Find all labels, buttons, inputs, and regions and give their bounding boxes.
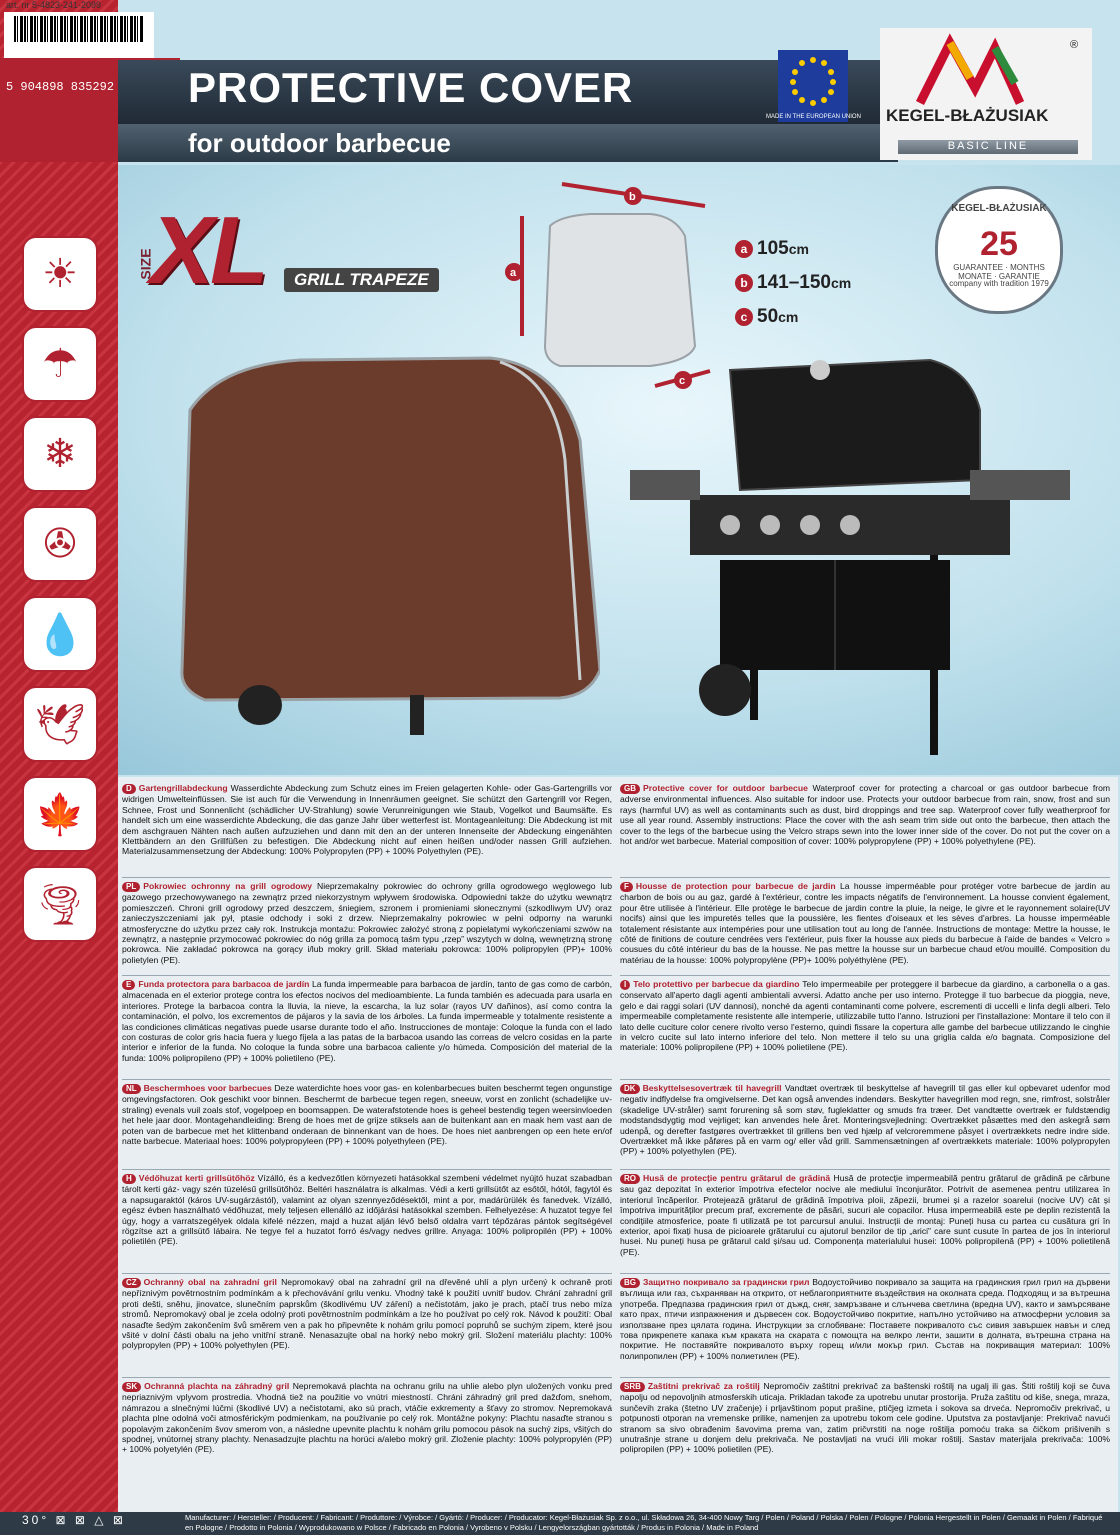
text-title: Husă de protecție pentru grătarul de grădină	[643, 1173, 831, 1183]
text-body: Nieprzemakalny pokrowiec do ochrony grilla ogrodowego węglowego lub gazowego przechowywanego na zewnątrz przed niekorzystnym wpływem środowiska. Odpowiedni także do użytku wewnątrz pomieszczeń. Chroni grill ogrodowy przed deszczem, śniegiem, szronem i promieniami słonecznymi (szkodliwym UV) oraz zanieczyszczeniami jak pył, ptasie odchody i soki z drzew. Nieprzemakalny pokrowiec w pełni odporny na warunki atmosferyczne do użytku przez cały rok. Instrukcja montażu: Pokrowiec założyć stroną z popielatymi wykończeniami szwów na zewnątrz, a następnie przymocować pokrowiec do nóg grilla za pomocą taśm typu „rzep” wszytych w dolną, wewnętrzną stronę pokrowca. Nie zakładać pokrowca na gorący i/lub mokry grill. Skład materiału pokrowca: 100% polipropylen (PP)+ 100% polietylen (PE).	[122, 881, 612, 965]
text-title: Funda protectora para barbacoa de jardín	[138, 979, 310, 989]
svg-text:a: a	[510, 267, 517, 279]
guarantee-brand: KEGEL-BŁAŻUSIAK	[951, 203, 1047, 214]
snowflake-icon: ❄	[22, 416, 98, 492]
text-title: Ochranná plachta na záhradný gril	[144, 1381, 290, 1391]
dimension-unit: cm	[830, 275, 852, 291]
text-body: Telo impermeabile per proteggere il barbecue da giardino, a carbonella o a gas. conservato all'aperto dagli agenti ambientali avversi. Adatto anche per uso interno. Protegge il tuo barbecue da pioggia, neve, gelo e dai raggi solari (UV dannosi), nonché da agenti contaminanti come polvere, escrementi di uccelli e linfa degli alberi. Telo impermeabile completamente resistente alle intemperie, utilizzabile tutto l'anno. Istruzioni per l'installazione: Montare il telo con il lato delle cuciture color cenere rivolto verso l'esterno, quindi fissare la copertura alle gambe del barbecue utilizzando le cinghie in velcro cucite sul lato interno inferiore del telo. Non mettere il telo su una griglia calda e/o bagnata. Composizione del materiale: 100% polipropilene (PP) + 100% polietilene (PE).	[620, 979, 1110, 1053]
rain-umbrella-icon: ☂	[22, 326, 98, 402]
lang-badge: F	[620, 882, 633, 892]
lang-badge: RO	[620, 1174, 640, 1184]
text-title: Beschermhoes voor barbecues	[143, 1083, 272, 1093]
text-body: Vandtæt overtræk til beskyttelse af havegrill til gas eller kul opbevaret udenfor mod negativ indflydelse fra omgivelserne. Det kan også anvendes indendørs. Beskytter havegrillen mod regn, sne, rimfrost, solstråler (skadelige UV-stråler) samt forurening så som støv, fugleklatter og smuds fra træer. Det vandtætte overtræk er fuldstændig modstandsdygtig mod vejrliget; kan anvendes hele året. Monteringsvejledning: Overtrækket påsættes med den askegrå søm udenpå, og derefter fastgøres overtrækket til grillens ben ved hjælp af velcroremmene påsyet i overtrækkets nedre indre side. Overtrækket må ikke påføres på en varm og/ eller våd grill. Sammensætningen af overtrækkets materiale: 100% polypropylen (PP) + 100% polyethylen (PE).	[620, 1083, 1110, 1157]
text-body: Wasserdichte Abdeckung zum Schutz eines im Freien gelagerten Kohle- oder Gas-Gartengrills vor widrigen Umwelteinflüssen. Sie ist auch für die Verwendung in Innenräumen geeignet. Sie schützt den Gartengrill vor Regen, Schnee, Frost und Sonnenlicht (schädlicher UV-Strahlung) sowie Verunreinigungen wie Staub, Vogelkot und Baumsäfte. Es handelt sich um eine wasserdichte Abdeckung, die das ganze Jahr über wetterfest ist. Montageanleitung: Die Abdeckung ist mit dem aschgrauen Nähten nach außen aufzuziehen und dann mit den an der unteren Innenseite der Abdeckung eingenähten Klettbändern an den Grillfüßen zu befestigen. Die Abdeckung nicht auf einen heißen und/oder nassen Grill aufziehen. Materialzusammensetzung der Abdeckung: 100% Polypropylen (PP) + 100% Polyethylen (PE).	[122, 783, 612, 857]
text-title: Gartengrillabdeckung	[138, 783, 228, 793]
dimension-c	[735, 300, 851, 334]
text-block-ro	[620, 1173, 1110, 1274]
text-title: Pokrowiec ochronny na grill ogrodowy	[143, 881, 313, 891]
model-label: GRILL TRAPEZE	[284, 268, 439, 292]
text-title: Védőhuzat kerti grillsütőhöz	[138, 1173, 255, 1183]
lang-badge: NL	[122, 1084, 141, 1094]
svg-text:®: ®	[1070, 39, 1079, 51]
tornado-icon: 🌪	[22, 866, 98, 942]
svg-text:b: b	[629, 191, 636, 203]
text-block-es	[122, 979, 612, 1080]
text-body: Водоустойчиво покривало за защита на градинския грил грил на дървени въглища или газ, съхраняван на открито, от неблагоприятните въздействия на околната среда. Подходящ и за вътрешна употреба. Предпазва градинския грил от дъжд, сняг, замръзване и слънчева светлина (вредна UV), както и замърсяване като прах, птичи изпражнения и дървесен сок. Водоустойчиво покритие, напълно устойчиво на атмосферни условия за използване през цялата година. Инструкции за сглобяване: Поставете покривалото със сивия завършек навън и след това прикрепете капака към краката на скарата с помощта на велкро ленти, зашити в долната, вътрешна страна на покритие. Не поставяйте покривалото върху горещ и/или мокър грил. Състав на покриващия материал: 100% полипропилен (PP) + 100% полиетилен (PE).	[620, 1277, 1111, 1361]
dimension-key: a	[735, 240, 753, 258]
eu-flag-icon	[778, 50, 848, 122]
text-title: Protective cover for outdoor barbecue	[643, 783, 808, 793]
dimension-key: b	[735, 274, 753, 292]
dimension-value: 50	[757, 306, 779, 327]
lang-badge: BG	[620, 1278, 640, 1288]
text-title: Защитно покривало за градински грил	[643, 1277, 810, 1287]
text-body: Nepremokavá plachta na ochranu grilu na uhlie alebo plyn uložených vonku pred nepriaznivým vplyvom prostredia. Vhodná tiež na použitie vo vnútri miestností. Chráni záhradný gril pred dažďom, snehom, námrazou a slnečnými lúčmi (škodlivé UV) a nečistotami, ako sú prach, vtáčie exkrementy a šťavy zo stromov. Nepremokavá plachta plne odolná voči atmosférickým podmienkam, na používanie po celý rok. Montážne pokyny: Plachtu nasaďte stranou s popolavým zakončením švov smerom von, a následne upevnite plachtu k nohám grilu pomocou pások na suchý zips, všitých do spodnej, vnútornej strany plachty. Nenasadzujte plachtu na horúci a/alebo mokrý gril. Zloženie plachty: 100% polypropylén (PP) + 100% polyetylén (PE).	[122, 1381, 612, 1455]
header	[0, 0, 1120, 162]
gas-grill-image	[630, 330, 1080, 760]
guarantee-months: 25	[980, 225, 1018, 263]
text-title: Housse de protection pour barbecue de jardin	[635, 881, 836, 891]
text-block-cz	[122, 1277, 612, 1378]
bird-icon: 🕊	[22, 686, 98, 762]
barcode-bars	[14, 16, 144, 42]
feature-icons	[14, 236, 104, 956]
text-block-dk	[620, 1083, 1110, 1170]
guarantee-months-label: MONTHS MONATE	[958, 263, 1045, 281]
lang-badge: D	[122, 784, 136, 794]
guarantee-label: GUARANTEE · MONTHS MONATE · GARANTIE	[953, 263, 1045, 281]
water-drop-icon: 💧	[22, 596, 98, 672]
size-label: XL	[150, 197, 265, 304]
text-body: Husă de protecție impermeabilă pentru grătarul de grădină pe cărbune sau gaz depozitat în exterior împotriva efectelor nocive ale mediului înconjurător. Potrivit de asemenea pentru utilizarea în interiorul încăperilor. Protejează grătarul de grădină împotriva ploii, zăpezii, brumei și a razelor soarelui (nocive UV) cât și împotriva impurităților precum praf, excremente de păsări, sucuri ale copacilor. Husa impermeabilă este pe deplin rezistentă la condițiile atmosferice, poate fi utilizată pe tot parcursul anului. Instrucții de montaj: Puneți husa cu partea cu cusătura gri în exterior, apoi fixați husa de picioarele grătarului cu ajutorul benzilor de tip „arici” care sunt cusute în partea de jos în interiorul husei. Nu puneți husa pe grătarul cald și/sau ud. Componența materialului husei: 100% polipropilenă (PP) + 100% polietilenă (PE).	[620, 1173, 1110, 1257]
brown-cover-image	[160, 350, 600, 740]
size-word: SIZE	[137, 248, 154, 280]
page-subtitle: for outdoor barbecue	[188, 128, 451, 158]
dimension-a	[735, 232, 851, 266]
lang-badge: I	[620, 980, 630, 990]
text-body: Nepromokavý obal na zahradní gril na dřevěné uhlí a plyn určený k ochraně proti nepříznivým povětrnostním podmínkám a k přechovávání grilu venku. Vhodný také k použití uvnitř budov. Chrání zahradní gril proti dešti, sněhu, jinovatce, slunečním paprskům (škodlivému UV záření) a nečistotám, jako je prach, ptačí trus nebo míza stromů. Nepromokavý obal je zcela odolný proti povětrnostním podmínkám a lze ho používat po celý rok. Návod k použití: Obal nasaďte šedým zakončením švů směrem ven a pak ho připevněte k nohám grilu pomocí popruhů se suchým zipem, které jsou všité v dolní části obalu na jeho vnitřní straně. Nenasazujte obal na horký nebo mokrý gril. Složení materiálu plachty: 100% polypropylen (PP) + 100% polyethylen (PE).	[122, 1277, 612, 1351]
lang-badge: H	[122, 1174, 136, 1184]
mountain-logo-icon	[880, 28, 1092, 108]
lang-badge: CZ	[122, 1278, 141, 1288]
text-body: Deze waterdichte hoes voor gas- en kolenbarbecues buiten beschermt tegen ongunstige omgevingsfactoren. Ook geschikt voor binnen. Beschermt de barbecue tegen regen, sneeuw, vorst en zonlicht (schadelijke uv-straling) evenals vuil zoals stof, vogelpoep en boomsappen. De waterafstotende hoes is geheel bestendig tegen weersinvloeden het hele jaar door. Montagehandleiding: Breng de hoes met de grijze stiksels aan de buitenkant aan en maak hem vast aan de poten van de barbecue met het klittenband onderaan de binnenkant van de hoes. De hoes niet aanbrengen op een hete en/of natte barbecue. Materiaal hoes: 100% polypropyleen (PP) + 100% polyethyleen (PE).	[122, 1083, 612, 1147]
product-line: BASIC LINE	[898, 140, 1078, 154]
page-title: PROTECTIVE COVER	[188, 64, 634, 111]
dimension-b	[735, 266, 851, 300]
ventilation-icon: ✇	[22, 506, 98, 582]
text-body: La funda impermeable para barbacoa de jardín, tanto de gas como de carbón, almacenada en el exterior protege contra los efectos nocivos del medioambiente. La funda también es adecuada para usarla en interiores. Protege la barbacoa contra la lluvia, la nieve, la escarcha, la luz solar (rayos UV dañinos), así como contra la contaminación, el polvo, los excrementos de pájaros y la savia de los árboles. La funda impermeable y totalmente resistente a las condiciones climáticas negativas puede usarse durante todo el año. Instrucciones de montaje: Coloque la funda con el lado con costuras de color gris hacia fuera y luego fíjela a las patas de la barbacoa usando las correas de velcro cosidas en la parte interior e inferior de la funda. No coloque la funda sobre una barbacoa caliente y/o húmeda. Composición del material de la funda: 100% polipropileno (PP) + 100% polietileno (PE).	[122, 979, 612, 1063]
eu-label: MADE IN THE EUROPEAN UNION	[766, 114, 861, 120]
text-title: Ochranný obal na zahradní gril	[143, 1277, 277, 1287]
art-number: art. nr 5-4823-241-2099	[6, 0, 102, 10]
dimension-key: c	[735, 308, 753, 326]
text-body: Nepromočiv zaštitni prekrivač za baštenski roštilj na ugalj ili gas. Štiti roštilj koji se čuva napolju od nepovoljnih atmosferskih uticaja. Prikladan takođe za upotrebu unutar prostorija. Pruža zaštitu od kiše, snega, mraza, sunčevih zraka (štetno UV zračenje) i prljavštinom poput prašine, ptičjeg izmeta i sokova sa drveća. Nepromočiv prekrivač, u potpunosti otporan na vremenske prilike, namenjen za upotrebu tokom cele godine. Uputstva za postavljanje: Prekrivač navući stranom sa sivo obrađenim šavovima prema van, zatim pričvrstiti na noge roštilja pomoću traka sa čičkom prišivenih s unutrašnje strane u donjem delu prekrivača. Ne postavljati na vrući i/ili mokar roštilj. Sastav materijala prekrivača: 100% polipropilen (PP) + 100% polietilen (PE).	[620, 1381, 1110, 1455]
lang-badge: E	[122, 980, 135, 990]
text-block-de	[122, 783, 612, 878]
text-block-sk	[122, 1381, 612, 1491]
maple-leaf-icon: 🍁	[22, 776, 98, 852]
guarantee-label-de: GARANTIE	[998, 272, 1040, 281]
dimension-unit: cm	[788, 241, 809, 257]
text-block-pl	[122, 881, 612, 976]
text-title: Zaštitni prekrivač za roštilj	[647, 1381, 760, 1391]
text-body: La housse imperméable pour protéger votre barbecue de jardin au charbon de bois ou au gaz, gardé à l'extérieur, contre les impacts négatifs de l'environnement. La housse convient également, pour être utilisée à l'intérieur. Elle protège le barbecue de jardin contre la pluie, la neige, le givre et le rayonnement solaire(UV nocifs) ainsi que les impuretés telles que la poussière, les fientes d'oiseaux et les sèves d'arbres. La housse imperméable totalement résistante aux intempéries pour une utilisation tout au long de l'année. Instructions de montage: Mettre la housse, le côté de finitions de couture cendrées vers l'extérieur, puis fixer la housse aux pieds du barbecue à l'aide de bandes « Velcro » cousues du côté intérieur du bas de la housse. Ne pas mettre la housse sur un barbecue chaud et/ou mouillé. Composition du matériau de la housse: 100% polypropylène (PP)+ 100% polyéthylène (PE).	[620, 881, 1111, 965]
dimension-value: 105	[757, 238, 789, 259]
barcode	[4, 12, 154, 58]
lang-badge: DK	[620, 1084, 640, 1094]
care-symbols: 30° ⊠ ⊠ △ ⊠	[22, 1513, 126, 1527]
text-block-hu	[122, 1173, 612, 1274]
text-block-bg	[620, 1277, 1110, 1378]
text-block-fr	[620, 881, 1110, 976]
multilingual-descriptions	[118, 777, 1118, 1512]
text-body: Waterproof cover for protecting a charcoal or gas outdoor barbecue from adverse environmental influences. Also suitable for indoor use. Protects your outdoor barbecue from rain, snow, frost and sun rays (harmful UV) as well as contaminants such as dust, bird droppings and tree sap. Waterproof cover fully weatherproof for use all year round. Assembly instructions: Place the cover with the ash seam trim side out onto the barbecue, then attach the cover to the legs of the barbecue using the Velcro straps sewn into the lower inner side of the cover. Do not put the cover on a hot and/or wet barbecue. Material composition of cover: 100% polypropylene (PP) + 100% polyethylene (PE).	[620, 783, 1111, 847]
lang-badge: SK	[122, 1382, 141, 1392]
manufacturer-info: Manufacturer: / Hersteller: / Producent: / Fabricant: / Produttore: / Výrobce: / Gyártó: / Producer: / Producator: Kegel-Błażusiak Sp. z o.o., ul. Składowa 26, 34-400 Nowy Targ / Polen / Poland / Polska / Polen / Pologne / Polonia Hergestellt in Polen / Gemaakt in Polen / Fabriqué en Pologne / Prodotto in Polonia / Wyprodukowano w Polsce / Fabricado en Polonia / Vyrobeno v Polsku / Lengyelországban gyártották / Produs in Polonia / Made in Poland	[185, 1513, 1103, 1532]
uv-icon: ☀	[22, 236, 98, 312]
barcode-number: 5 904898 835292	[6, 80, 115, 94]
lang-badge: PL	[122, 882, 140, 892]
guarantee-tradition: company with tradition 1979	[949, 279, 1049, 288]
text-title: Beskyttelsesovertræk til havegrill	[642, 1083, 782, 1093]
guarantee-label-en: GUARANTEE	[953, 263, 1003, 272]
lang-badge: SRB	[620, 1382, 645, 1392]
svg-text:c: c	[679, 375, 686, 387]
text-block-it	[620, 979, 1110, 1080]
dimension-value: 141–150	[757, 272, 831, 293]
text-block-gb	[620, 783, 1110, 878]
lang-badge: GB	[620, 784, 640, 794]
dimension-unit: cm	[778, 309, 799, 325]
text-title: Telo protettivo per barbecue da giardino	[633, 979, 800, 989]
text-body: Vízálló, és a kedvezőtlen környezeti hatásokkal szembeni védelmet nyújtó huzat szabadban tárolt kerti gáz- vagy szén tüzelésű grillsütőhöz. Beltéri használatra is alkalmas. Védi a kerti grillsütőt az esőtől, hótól, fagytól és a napsugaraktól (káros UV-sugárzástól), valamint az olyan szennyeződésektől, mint a por, madárürülék és fanedvek. Vízálló, egész évben használható védőhuzat, mely teljesen ellenálló az időjárási hatásokkal szemben. Felhelyezése: A huzatot tegye fel úgy, hogy a varratszegélyek oldala kifelé nézzen, majd a huzat alján lévő belső oldalra varrt tépőzáras pántok segítségével rögzítse azt a grillsütő lábaira. Ne tegye fel a huzatot forró és/vagy nedves grillre. Anyaga: 100% polipropilén (PP) + 100% polietilén (PE).	[122, 1173, 612, 1247]
brand-name: KEGEL-BŁAŻUSIAK	[886, 106, 1049, 125]
dimensions-list	[735, 232, 851, 334]
text-block-srb	[620, 1381, 1110, 1491]
text-block-nl	[122, 1083, 612, 1170]
footer	[0, 1512, 1120, 1535]
guarantee-seal	[935, 186, 1063, 314]
